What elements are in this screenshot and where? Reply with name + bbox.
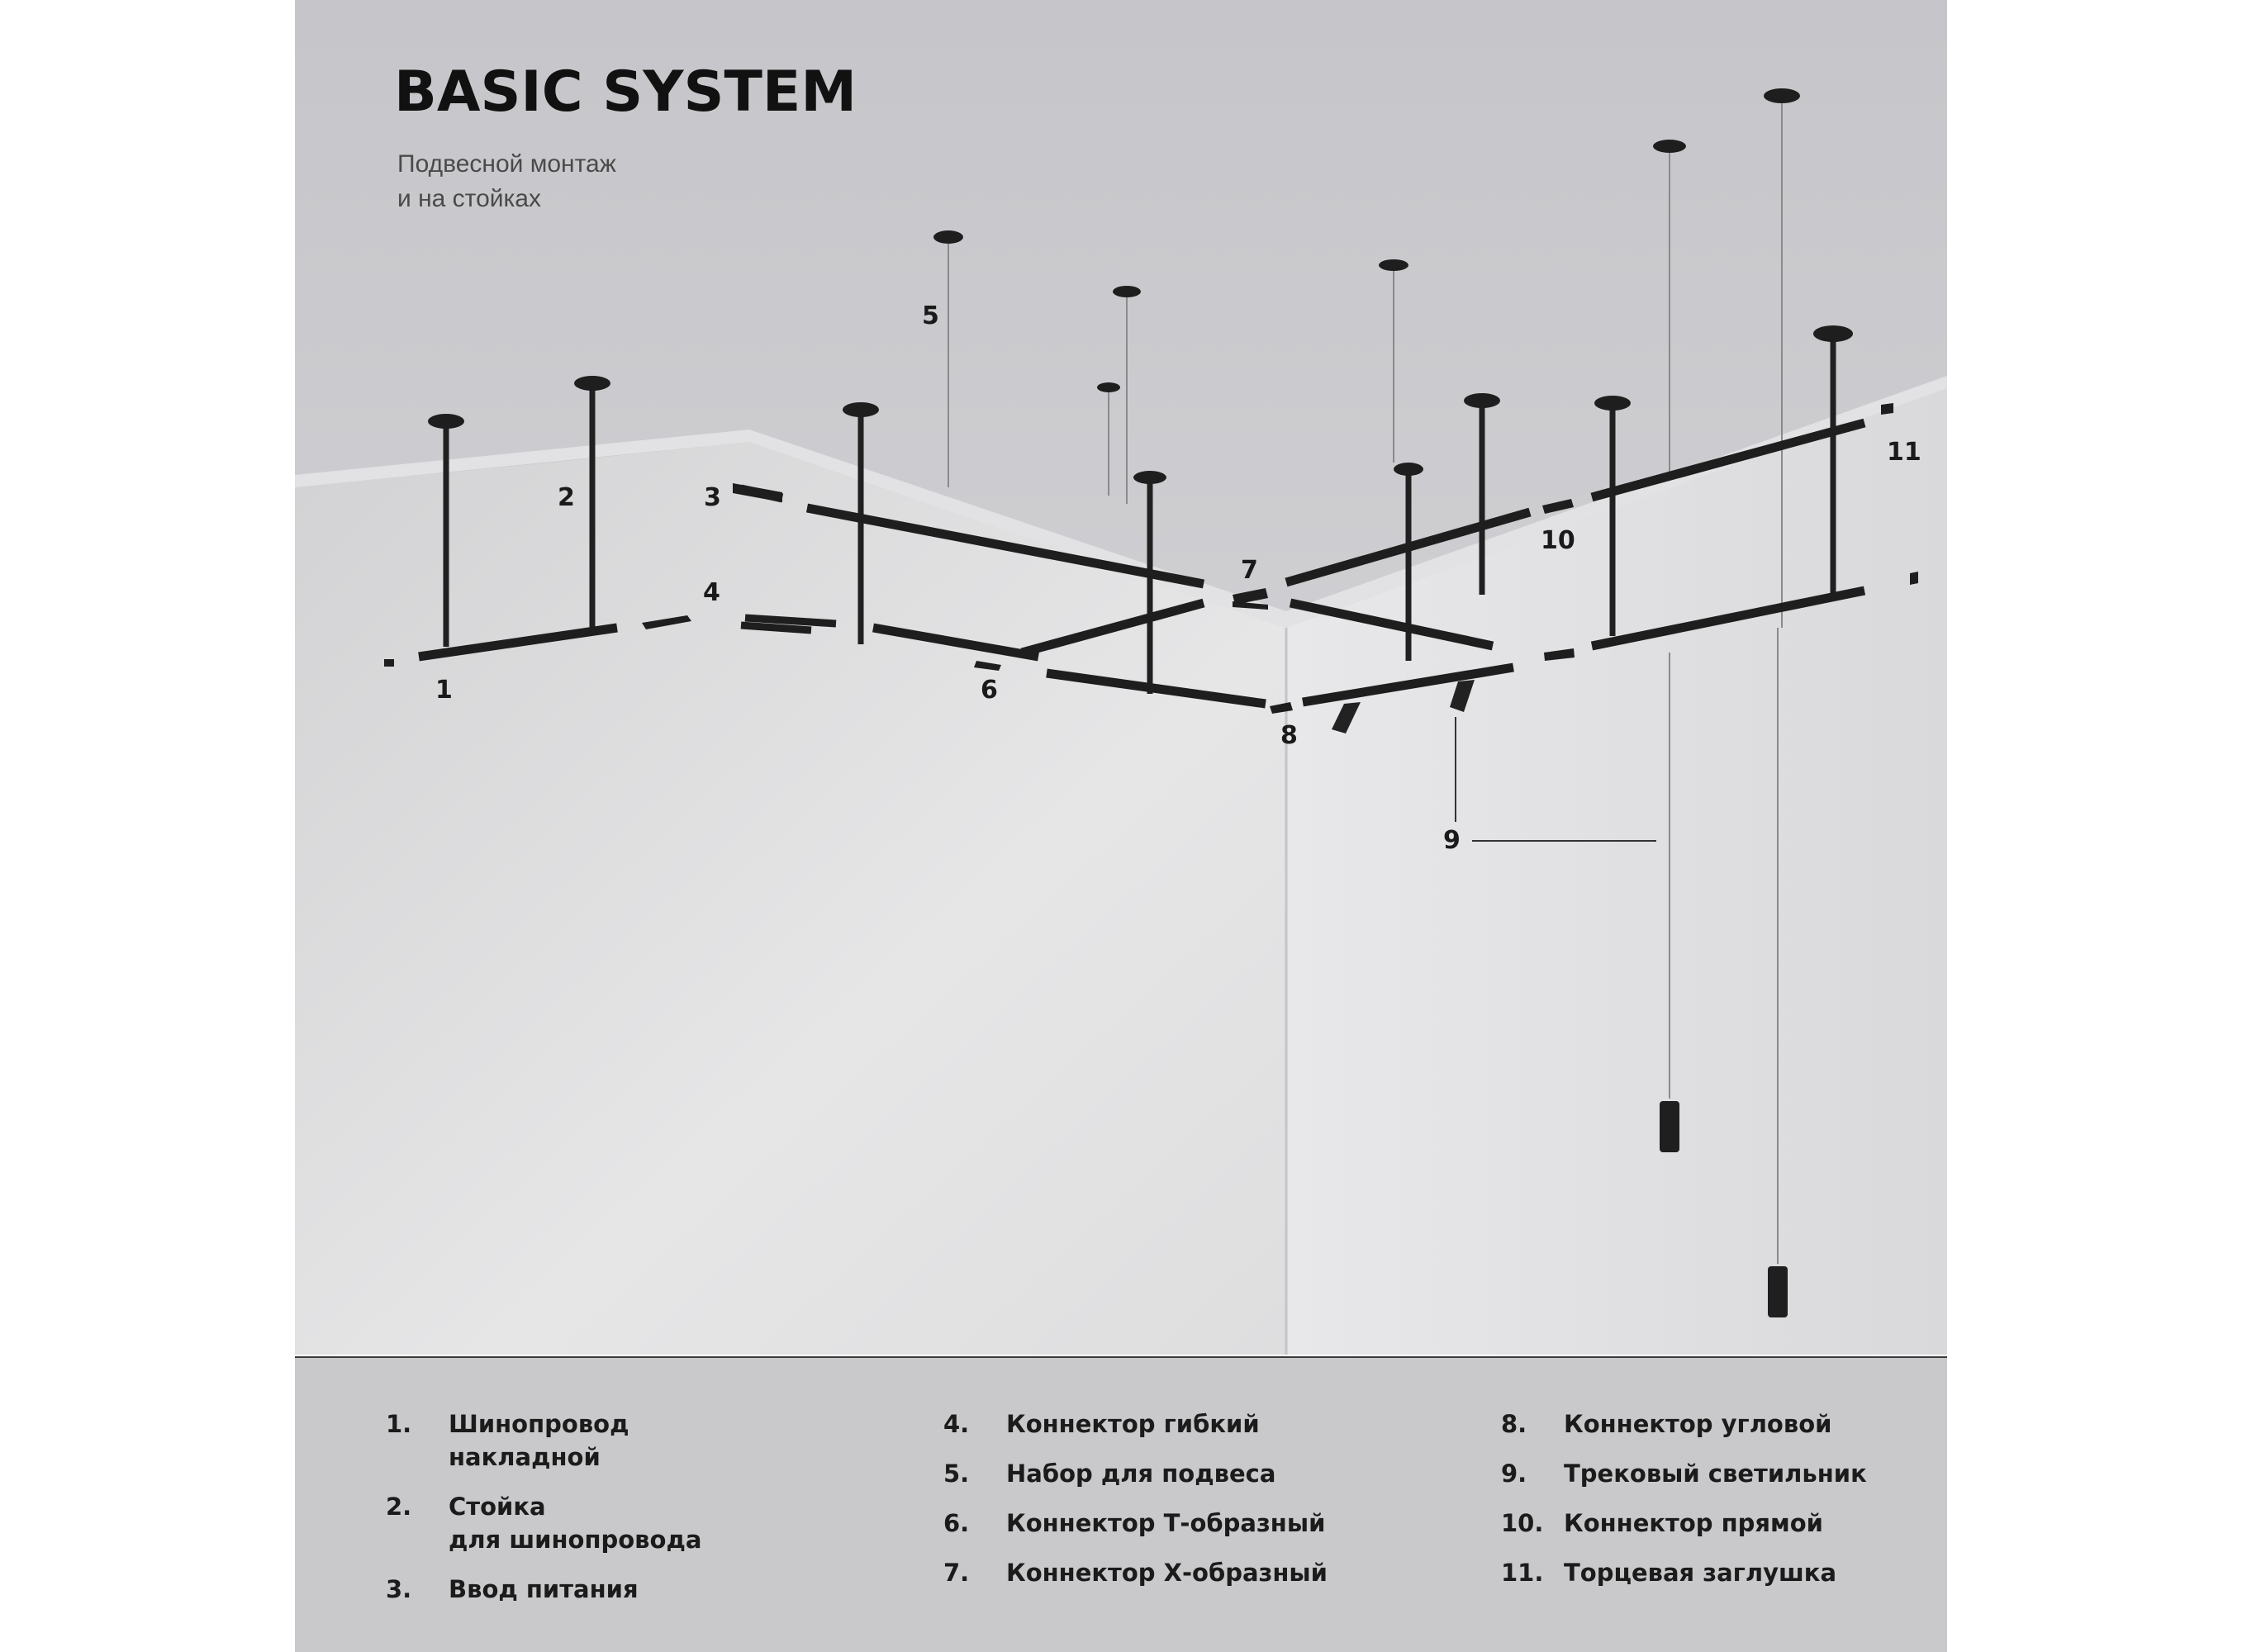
callout-3: 3 xyxy=(704,483,721,512)
callout-4: 4 xyxy=(703,578,720,607)
page-title: BASIC SYSTEM xyxy=(394,59,857,125)
product-diagram-panel xyxy=(295,0,1947,1652)
subtitle-line-1: Подвесной монтаж xyxy=(397,150,616,178)
room-scene xyxy=(295,0,1947,1355)
callout-5: 5 xyxy=(922,301,939,330)
subtitle-line-2: и на стойках xyxy=(397,185,541,212)
callout-8: 8 xyxy=(1280,721,1298,750)
callout-2: 2 xyxy=(558,483,575,512)
callout-11: 11 xyxy=(1887,438,1921,467)
callout-1: 1 xyxy=(435,676,453,705)
callout-9: 9 xyxy=(1443,826,1461,855)
callout-10: 10 xyxy=(1541,526,1575,555)
callout-7: 7 xyxy=(1241,556,1258,585)
parts-legend: 1. Шинопровод накладной 2. Стойка для шинопровода 3. Ввод питания 4. Коннектор гибкий 5. Набор для подвеса 6. Коннектор Т-образный 7. Коннектор Х-образный 8. Коннектор угловой 9. Трековый светильник 10. Коннектор прямой 11. Торцевая заглушка xyxy=(295,1356,1947,1652)
callout-6: 6 xyxy=(981,676,998,705)
